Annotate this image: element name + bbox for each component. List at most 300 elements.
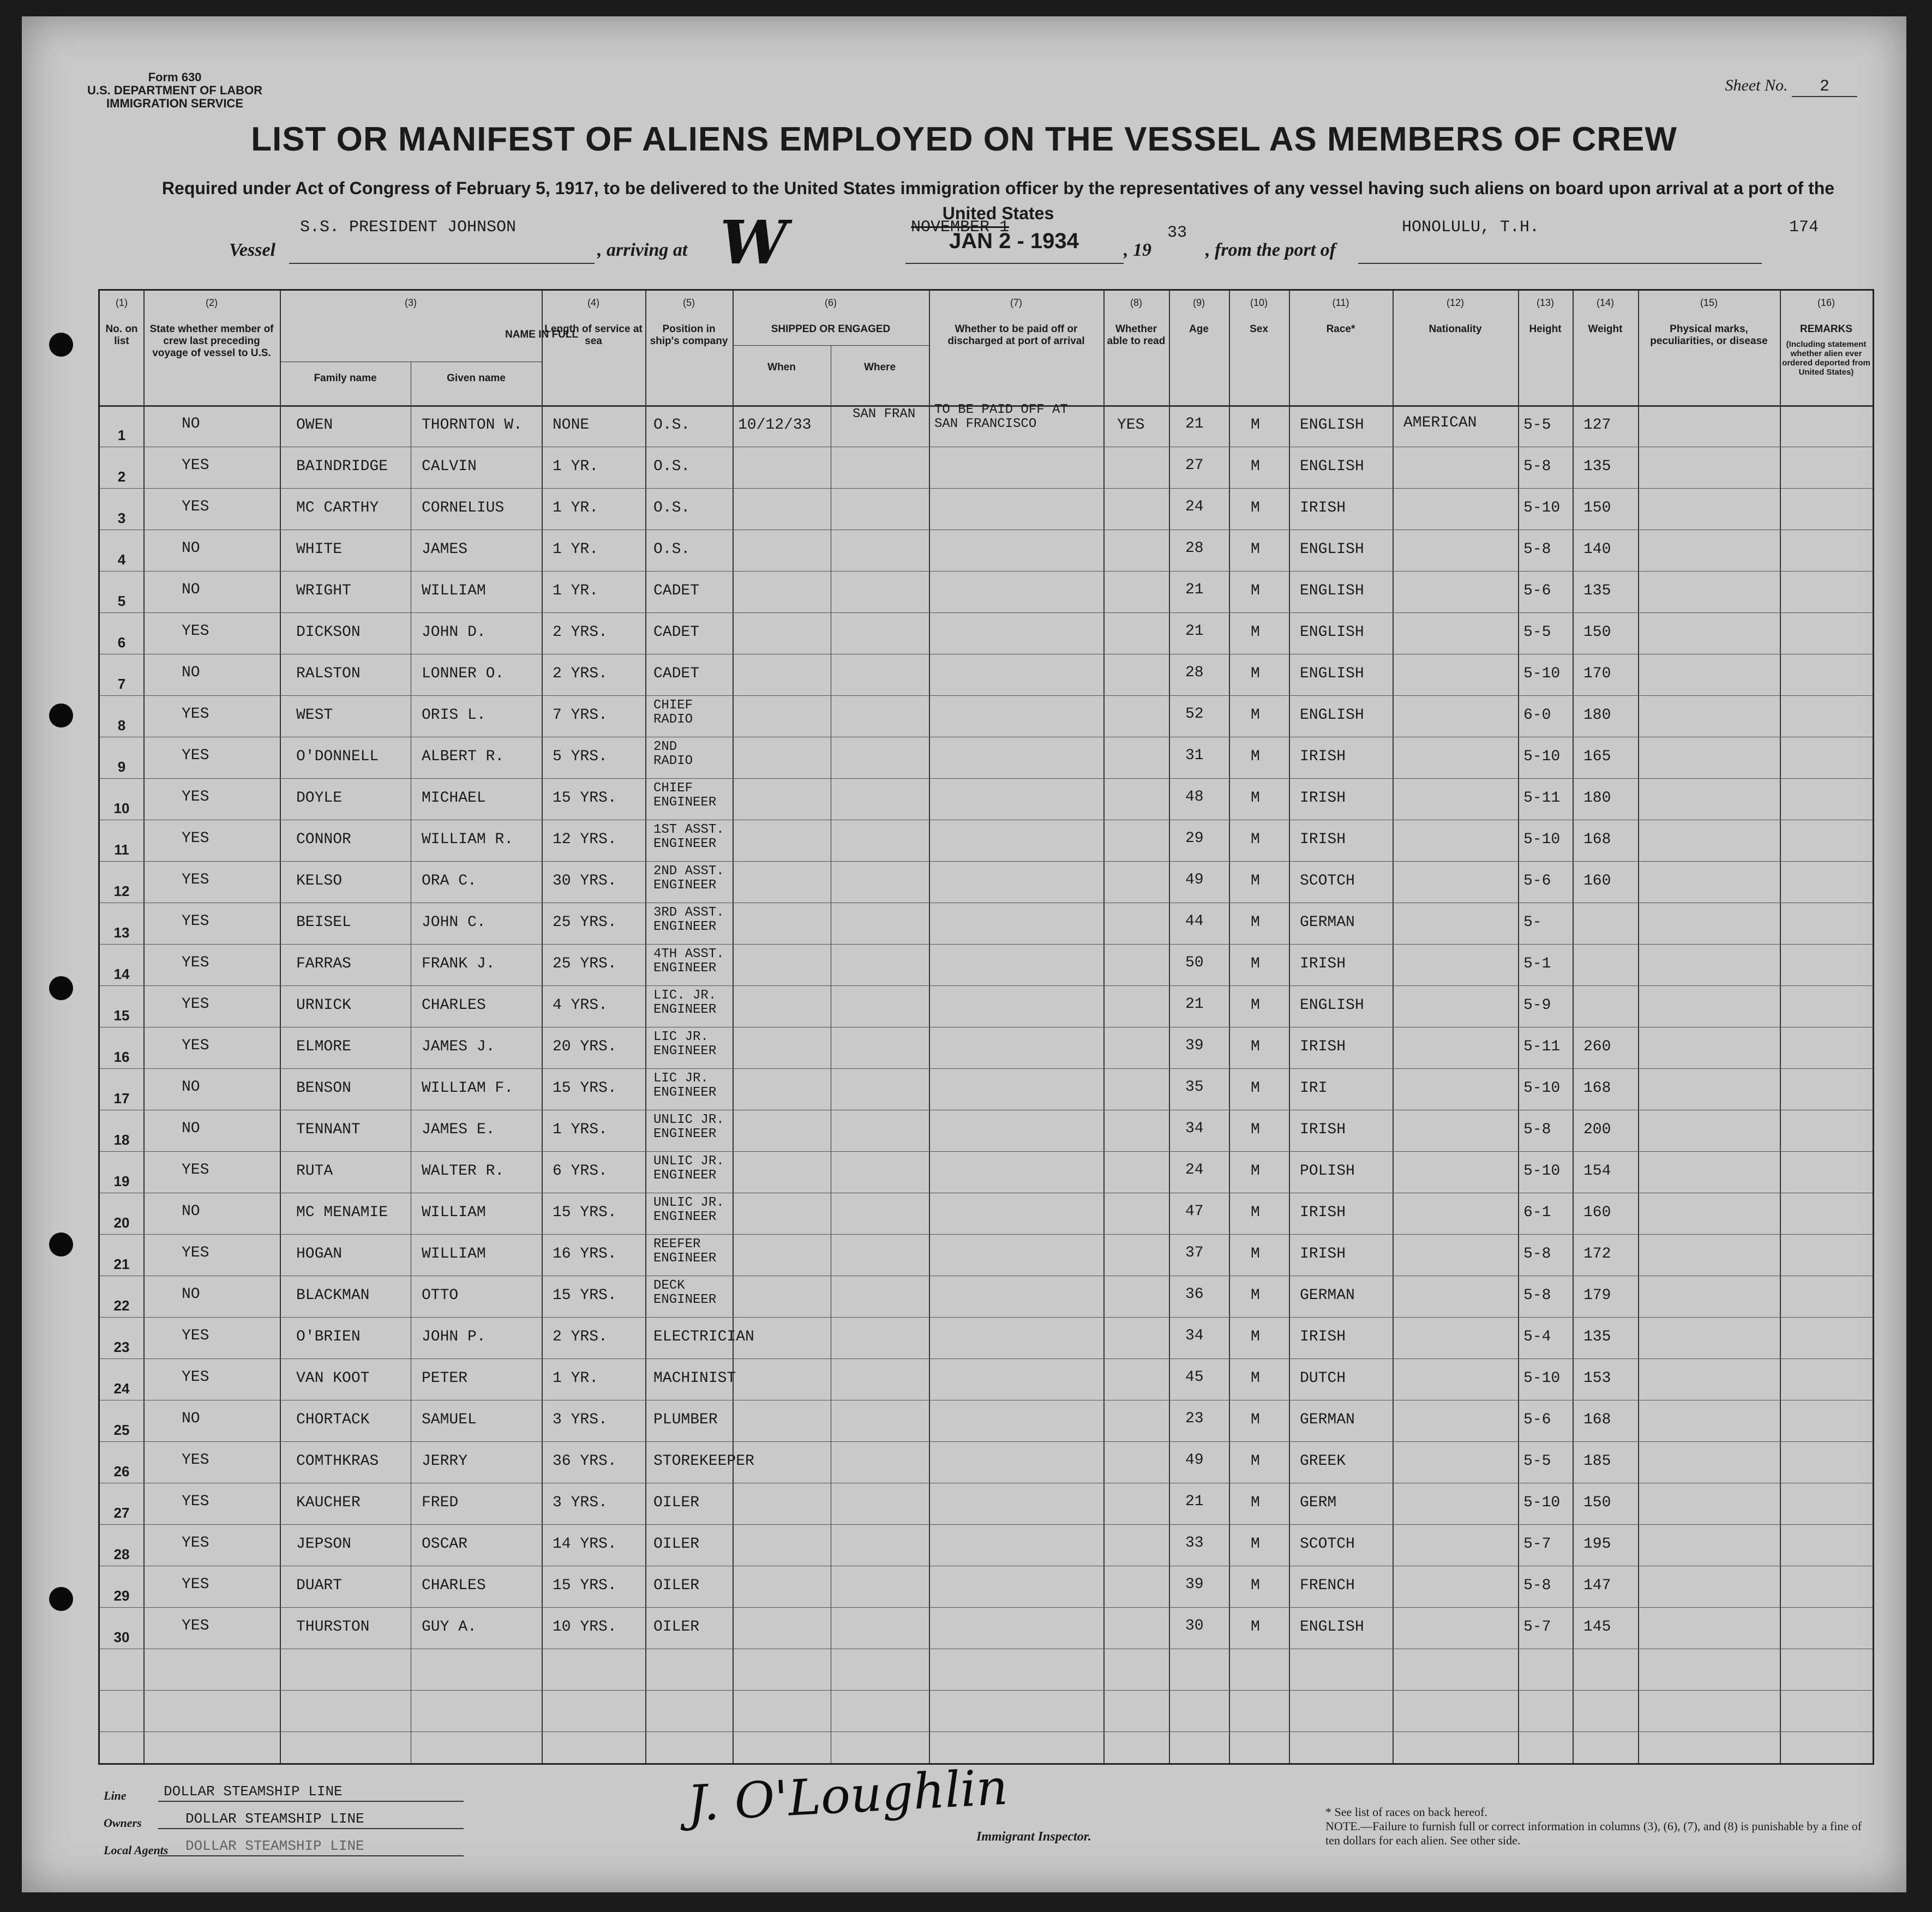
column-header-physical: Physical marks, peculiarities, or disease [1650, 323, 1768, 347]
cell-prev-voyage: YES [182, 996, 209, 1013]
cell-height: 6-1 [1523, 1204, 1551, 1221]
cell-service: 2 YRS. [553, 1328, 608, 1345]
cell-family-name: DOYLE [296, 790, 343, 807]
cell-race: IRISH [1300, 1204, 1346, 1221]
date-rule [905, 263, 1124, 264]
cell-given-name: FRANK J. [422, 955, 495, 972]
cell-position: REEFER ENGINEER [653, 1237, 717, 1266]
cell-position: LIC JR. ENGINEER [653, 1071, 717, 1100]
row-number: 28 [113, 1546, 130, 1562]
cell-given-name: GUY A. [422, 1619, 477, 1636]
cell-family-name: RUTA [296, 1163, 333, 1180]
cell-sex: M [1251, 748, 1260, 765]
row-divider [100, 1441, 1873, 1442]
column-number: (1) [116, 297, 128, 308]
cell-service: 5 YRS. [553, 748, 608, 765]
cell-height: 5-10 [1523, 1370, 1561, 1387]
cell-prev-voyage: NO [182, 1286, 200, 1303]
cell-race: POLISH [1300, 1163, 1355, 1180]
cell-race: IRISH [1300, 831, 1346, 848]
row-number: 12 [113, 883, 130, 899]
line-label: Line [104, 1789, 127, 1802]
cell-race: IRISH [1300, 1038, 1346, 1055]
cell-position: CHIEF RADIO [653, 698, 693, 727]
column-header-nationality: Nationality [1429, 323, 1482, 335]
column-number: (6) [825, 297, 837, 308]
row-divider [100, 1317, 1873, 1318]
cell-family-name: KELSO [296, 873, 343, 889]
cell-sex: M [1251, 955, 1260, 972]
cell-sex: M [1251, 914, 1260, 931]
cell-height: 5-4 [1523, 1328, 1551, 1345]
cell-family-name: DUART [296, 1577, 343, 1594]
cell-service: 6 YRS. [553, 1163, 608, 1180]
cell-service: 1 YR. [553, 541, 599, 558]
cell-age: 33 [1185, 1535, 1204, 1552]
cell-family-name: COMTHKRAS [296, 1453, 379, 1470]
cell-position: 1ST ASST. ENGINEER [653, 822, 724, 851]
cell-age: 31 [1185, 747, 1204, 764]
row-number: 23 [113, 1339, 130, 1355]
cell-given-name: JERRY [422, 1453, 468, 1470]
cell-where: SAN FRAN [853, 407, 916, 422]
cell-service: 12 YRS. [553, 831, 617, 848]
row-number: 16 [113, 1049, 130, 1065]
cell-given-name: CHARLES [422, 1577, 486, 1594]
cell-weight: 168 [1583, 831, 1611, 848]
cell-prev-voyage: NO [182, 1203, 200, 1220]
cell-race: IRISH [1300, 955, 1346, 972]
column-header-sex: Sex [1250, 323, 1268, 335]
cell-sex: M [1251, 1204, 1260, 1221]
cell-given-name: SAMUEL [422, 1411, 477, 1428]
column-number: (13) [1536, 297, 1554, 308]
cell-prev-voyage: YES [182, 1162, 209, 1179]
cell-age: 28 [1185, 540, 1204, 557]
column-header-remarks-sub: (Including statement whether alien ever ordered deported from United States) [1782, 340, 1870, 377]
crew-table [98, 289, 1874, 1765]
column-header-where: Where [863, 362, 896, 373]
cell-prev-voyage: NO [182, 581, 200, 598]
punch-hole [49, 1232, 73, 1256]
column-header-given-name: Given name [447, 372, 506, 384]
cell-age: 48 [1185, 789, 1204, 805]
cell-position: UNLIC JR. ENGINEER [653, 1154, 724, 1183]
cell-family-name: MC CARTHY [296, 500, 379, 516]
column-header-able-read: Whether able to read [1107, 323, 1166, 347]
cell-height: 5-6 [1523, 1411, 1551, 1428]
cell-prev-voyage: YES [182, 457, 209, 474]
cell-sex: M [1251, 1577, 1260, 1594]
cell-position: LIC JR. ENGINEER [653, 1030, 717, 1059]
cell-service: 1 YRS. [553, 1121, 608, 1138]
cell-given-name: WILLIAM [422, 1246, 486, 1262]
row-divider [100, 778, 1873, 779]
cell-family-name: O'BRIEN [296, 1328, 361, 1345]
cell-family-name: RALSTON [296, 665, 361, 682]
cell-given-name: OTTO [422, 1287, 459, 1304]
form-id: Form 630 U.S. DEPARTMENT OF LABOR IMMIGRATION SERVICE [87, 70, 263, 110]
vessel-line [229, 207, 1844, 278]
cell-race: IRISH [1300, 748, 1346, 765]
cell-given-name: ORIS L. [422, 707, 486, 724]
cell-position: O.S. [653, 417, 691, 434]
arriving-label: , arriving at [597, 240, 688, 260]
vessel-label: Vessel [229, 240, 275, 260]
cell-position: OILER [653, 1577, 700, 1594]
cell-sex: M [1251, 1536, 1260, 1553]
row-number: 24 [113, 1380, 130, 1397]
cell-race: DUTCH [1300, 1370, 1346, 1387]
row-number: 14 [113, 966, 130, 982]
cell-family-name: MC MENAMIE [296, 1204, 388, 1221]
cell-position: 2ND ASST. ENGINEER [653, 864, 724, 893]
cell-family-name: FARRAS [296, 955, 351, 972]
cell-age: 39 [1185, 1037, 1204, 1054]
cell-weight: 135 [1583, 582, 1611, 599]
cell-position: O.S. [653, 541, 691, 558]
cell-age: 44 [1185, 913, 1204, 930]
cell-age: 21 [1185, 1493, 1204, 1510]
row-divider [100, 1234, 1873, 1235]
cell-family-name: BEISEL [296, 914, 351, 931]
cell-weight: 185 [1583, 1453, 1611, 1470]
cell-race: SCOTCH [1300, 873, 1355, 889]
cell-family-name: O'DONNELL [296, 748, 379, 765]
cell-height: 5-7 [1523, 1619, 1551, 1636]
row-number: 3 [117, 510, 126, 526]
cell-family-name: WEST [296, 707, 333, 724]
cell-prev-voyage: YES [182, 1369, 209, 1386]
cell-family-name: URNICK [296, 997, 351, 1014]
cell-family-name: DICKSON [296, 624, 361, 641]
cell-race: ENGLISH [1300, 582, 1364, 599]
cell-age: 21 [1185, 996, 1204, 1013]
cell-prev-voyage: YES [182, 789, 209, 805]
cell-prev-voyage: YES [182, 871, 209, 888]
column-header-no-on-list: No. on list [105, 323, 138, 347]
column-header-name-in-full: NAME IN FULL [505, 329, 579, 340]
cell-height: 5-5 [1523, 624, 1551, 641]
cell-height: 5-7 [1523, 1536, 1551, 1553]
cell-weight: 135 [1583, 458, 1611, 475]
from-port-rule [1358, 263, 1762, 264]
cell-weight: 172 [1583, 1246, 1611, 1262]
cell-family-name: CONNOR [296, 831, 351, 848]
column-number: (14) [1596, 297, 1614, 308]
row-number: 21 [113, 1256, 130, 1272]
row-number: 10 [113, 800, 130, 816]
column-number: (8) [1130, 297, 1142, 308]
cell-weight: 147 [1583, 1577, 1611, 1594]
cell-weight: 195 [1583, 1536, 1611, 1553]
cell-age: 47 [1185, 1203, 1204, 1220]
cell-prev-voyage: YES [182, 1493, 209, 1510]
row-number: 18 [113, 1132, 130, 1148]
row-number: 22 [113, 1297, 130, 1314]
cell-family-name: KAUCHER [296, 1494, 361, 1511]
cell-service: 25 YRS. [553, 914, 617, 931]
cell-sex: M [1251, 1287, 1260, 1304]
row-divider [100, 1068, 1873, 1069]
row-number: 26 [113, 1463, 130, 1480]
row-number: 7 [117, 676, 126, 692]
cell-age: 24 [1185, 1162, 1204, 1179]
cell-prev-voyage: YES [182, 706, 209, 723]
cell-given-name: CORNELIUS [422, 500, 505, 516]
cell-prev-voyage: YES [182, 830, 209, 847]
cell-weight: 160 [1583, 1204, 1611, 1221]
cell-prev-voyage: NO [182, 416, 200, 432]
cell-given-name: JAMES [422, 541, 468, 558]
cell-height: 5-6 [1523, 582, 1551, 599]
cell-height: 5-8 [1523, 1246, 1551, 1262]
cell-age: 21 [1185, 416, 1204, 432]
column-header-age: Age [1189, 323, 1209, 335]
cell-given-name: THORNTON W. [422, 417, 523, 434]
cell-age: 37 [1185, 1244, 1204, 1261]
cell-service: 7 YRS. [553, 707, 608, 724]
cell-height: 5-10 [1523, 665, 1561, 682]
cell-service: 2 YRS. [553, 624, 608, 641]
cell-height: 6-0 [1523, 707, 1551, 724]
sheet-number-value: 2 [1792, 77, 1857, 97]
row-divider [100, 944, 1873, 945]
line-rule [158, 1801, 464, 1802]
agents-rule [158, 1855, 464, 1856]
column-header-height: Height [1529, 323, 1562, 335]
cell-race: ENGLISH [1300, 997, 1364, 1014]
cell-height: 5-8 [1523, 541, 1551, 558]
cell-family-name: TENNANT [296, 1121, 361, 1138]
cell-given-name: ORA C. [422, 873, 477, 889]
cell-race: GERMAN [1300, 1411, 1355, 1428]
cell-age: 50 [1185, 954, 1204, 971]
cell-given-name: CALVIN [422, 458, 477, 475]
cell-weight: 165 [1583, 748, 1611, 765]
row-divider [100, 861, 1873, 862]
cell-sex: M [1251, 997, 1260, 1014]
cell-height: 5-8 [1523, 458, 1551, 475]
row-number: 30 [113, 1629, 130, 1645]
cell-family-name: CHORTACK [296, 1411, 370, 1428]
row-number: 6 [117, 634, 126, 651]
agents-label: Local Agents [104, 1843, 169, 1857]
from-port-label: , from the port of [1205, 240, 1336, 260]
cell-sex: M [1251, 1121, 1260, 1138]
cell-sex: M [1251, 831, 1260, 848]
cell-sex: M [1251, 665, 1260, 682]
from-port-value: HONOLULU, T.H. [1402, 218, 1540, 237]
row-divider [100, 1524, 1873, 1525]
cell-paid-off: TO BE PAID OFF AT SAN FRANCISCO [934, 402, 1068, 431]
cell-position: O.S. [653, 458, 691, 475]
cell-position: CHIEF ENGINEER [653, 781, 717, 810]
cell-service: 1 YR. [553, 582, 599, 599]
agents-value: DOLLAR STEAMSHIP LINE [185, 1838, 364, 1854]
cell-prev-voyage: YES [182, 954, 209, 971]
row-divider [100, 1358, 1873, 1359]
cell-service: 3 YRS. [553, 1411, 608, 1428]
cell-weight: 180 [1583, 790, 1611, 807]
year-label: , 19 [1124, 240, 1151, 260]
line-value: DOLLAR STEAMSHIP LINE [164, 1783, 343, 1800]
cell-race: IRISH [1300, 500, 1346, 516]
cell-age: 45 [1185, 1369, 1204, 1386]
cell-given-name: JAMES J. [422, 1038, 495, 1055]
cell-sex: M [1251, 624, 1260, 641]
cell-sex: M [1251, 790, 1260, 807]
cell-position: 2ND RADIO [653, 739, 693, 768]
cell-sex: M [1251, 1163, 1260, 1180]
cell-given-name: WILLIAM [422, 582, 486, 599]
cell-family-name: BAINDRIDGE [296, 458, 388, 475]
cell-sex: M [1251, 417, 1260, 434]
cell-height: 5-11 [1523, 1038, 1561, 1055]
cell-age: 29 [1185, 830, 1204, 847]
cell-service: 3 YRS. [553, 1494, 608, 1511]
cell-sex: M [1251, 1494, 1260, 1511]
cell-sex: M [1251, 707, 1260, 724]
penalty-note: NOTE.—Failure to furnish full or correct information in columns (3), (6), (7), and (8) is punishable by a fine of ten dollars for each alien. See other side. [1325, 1819, 1862, 1847]
cell-service: 4 YRS. [553, 997, 608, 1014]
cell-sex: M [1251, 1619, 1260, 1636]
cell-able-read: YES [1117, 417, 1145, 434]
cell-age: 34 [1185, 1120, 1204, 1137]
cell-position: 3RD ASST. ENGINEER [653, 905, 724, 934]
cell-family-name: JEPSON [296, 1536, 351, 1553]
cell-given-name: PETER [422, 1370, 468, 1387]
row-number: 5 [117, 593, 126, 609]
row-number: 27 [113, 1505, 130, 1521]
cell-position: MACHINIST [653, 1370, 736, 1387]
cell-service: 14 YRS. [553, 1536, 617, 1553]
cell-sex: M [1251, 1246, 1260, 1262]
cell-weight: 260 [1583, 1038, 1611, 1055]
cell-family-name: OWEN [296, 417, 333, 434]
cell-given-name: MICHAEL [422, 790, 486, 807]
cell-position: CADET [653, 582, 700, 599]
cell-height: 5-8 [1523, 1577, 1551, 1594]
cell-height: 5-5 [1523, 417, 1551, 434]
cell-sex: M [1251, 1370, 1260, 1387]
vessel-number: 174 [1789, 218, 1819, 237]
cell-family-name: BLACKMAN [296, 1287, 370, 1304]
vessel-name: S.S. PRESIDENT JOHNSON [300, 218, 517, 237]
typed-date: NOVEMBER 1 [911, 218, 1010, 237]
cell-weight: 170 [1583, 665, 1611, 682]
cell-service: 1 YR. [553, 1370, 599, 1387]
cell-position: PLUMBER [653, 1411, 718, 1428]
cell-prev-voyage: YES [182, 498, 209, 515]
row-number: 25 [113, 1422, 130, 1438]
column-header-weight: Weight [1588, 323, 1623, 335]
cell-sex: M [1251, 500, 1260, 516]
row-number: 4 [117, 551, 126, 568]
column-number: (10) [1250, 297, 1268, 308]
cell-height: 5- [1523, 914, 1542, 931]
punch-hole [49, 704, 73, 727]
cell-service: 15 YRS. [553, 790, 617, 807]
row-divider [100, 1731, 1873, 1732]
column-number: (3) [405, 297, 417, 308]
cell-family-name: ELMORE [296, 1038, 351, 1055]
cell-prev-voyage: NO [182, 1410, 200, 1427]
cell-prev-voyage: YES [182, 1576, 209, 1593]
cell-height: 5-1 [1523, 955, 1551, 972]
cell-age: 23 [1185, 1410, 1204, 1427]
cell-nationality: AMERICAN [1403, 414, 1477, 431]
row-number: 8 [117, 717, 126, 733]
cell-race: FRENCH [1300, 1577, 1355, 1594]
cell-sex: M [1251, 1411, 1260, 1428]
cell-height: 5-6 [1523, 873, 1551, 889]
cell-service: 20 YRS. [553, 1038, 617, 1055]
cell-race: IRISH [1300, 1121, 1346, 1138]
cell-position: CADET [653, 665, 700, 682]
cell-weight: 200 [1583, 1121, 1611, 1138]
cell-family-name: HOGAN [296, 1246, 343, 1262]
cell-weight: 160 [1583, 873, 1611, 889]
cell-position: UNLIC JR. ENGINEER [653, 1113, 724, 1141]
row-number: 1 [117, 427, 126, 443]
cell-age: 36 [1185, 1286, 1204, 1303]
cell-age: 21 [1185, 623, 1204, 640]
owners-label: Owners [104, 1816, 142, 1830]
punch-hole [49, 333, 73, 357]
row-divider [100, 612, 1873, 613]
cell-sex: M [1251, 582, 1260, 599]
column-number: (5) [683, 297, 695, 308]
cell-sex: M [1251, 873, 1260, 889]
cell-weight: 140 [1583, 541, 1611, 558]
cell-race: SCOTCH [1300, 1536, 1355, 1553]
column-header-family-name: Family name [314, 372, 377, 384]
cell-prev-voyage: YES [182, 747, 209, 764]
cell-position: UNLIC JR. ENGINEER [653, 1195, 724, 1224]
cell-prev-voyage: NO [182, 1120, 200, 1137]
cell-age: 21 [1185, 581, 1204, 598]
row-divider [100, 695, 1873, 696]
cell-service: 15 YRS. [553, 1080, 617, 1097]
cell-age: 39 [1185, 1576, 1204, 1593]
cell-position: STOREKEEPER [653, 1453, 754, 1470]
cell-race: ENGLISH [1300, 665, 1364, 682]
cell-family-name: WHITE [296, 541, 343, 558]
page-subtitle: Required under Act of Congress of February 5, 1917, to be delivered to the United States immigration officer by the representatives of any vessel having such aliens on board upon arrival at a port of the United States [161, 178, 1835, 223]
cell-race: ENGLISH [1300, 707, 1364, 724]
cell-given-name: JAMES E. [422, 1121, 495, 1138]
cell-race: IRISH [1300, 790, 1346, 807]
cell-family-name: THURSTON [296, 1619, 370, 1636]
cell-service: NONE [553, 417, 590, 434]
footer-notes [1325, 1805, 1871, 1848]
cell-given-name: OSCAR [422, 1536, 468, 1553]
column-header-when: When [767, 362, 796, 373]
cell-position: OILER [653, 1536, 700, 1553]
cell-age: 49 [1185, 871, 1204, 888]
owners-value: DOLLAR STEAMSHIP LINE [185, 1811, 364, 1827]
year-value: 33 [1167, 224, 1187, 242]
row-number: 11 [114, 841, 129, 858]
column-header-paid-off: Whether to be paid off or discharged at port of arrival [947, 323, 1085, 347]
cell-position: ELECTRICIAN [653, 1328, 754, 1345]
cell-race: IRI [1300, 1080, 1328, 1097]
cell-service: 1 YR. [553, 500, 599, 516]
cell-given-name: JOHN P. [422, 1328, 486, 1345]
cell-race: ENGLISH [1300, 541, 1364, 558]
cell-service: 1 YR. [553, 458, 599, 475]
